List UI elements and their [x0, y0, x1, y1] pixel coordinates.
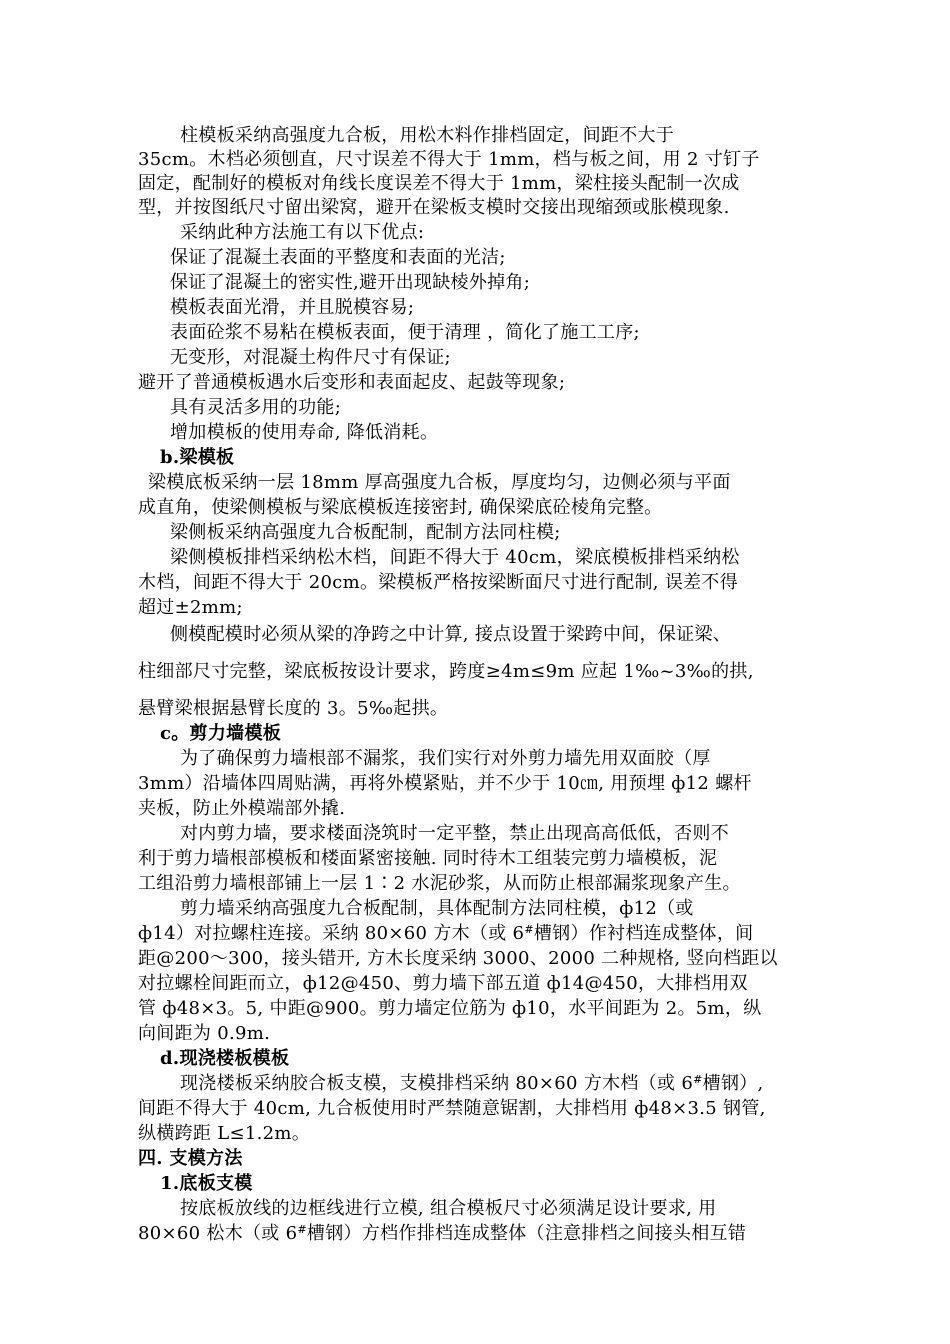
- list-item: 保证了混凝土的密实性,避开出现缺棱外掉角;: [170, 272, 531, 293]
- text-line: 梁侧模板排档采纳松木档，间距不得大于 40cm，梁底模板排档采纳松: [170, 547, 740, 568]
- section-heading: 四. 支模方法: [138, 1148, 243, 1169]
- text-line: 固定，配制好的模板对角线长度误差不得大于 1mm，梁柱接头配制一次成: [138, 173, 740, 194]
- text-line: 间距不得大于 40cm, 九合板使用时严禁随意锯割，大排档用 ф48×3.5 钢管,: [138, 1098, 766, 1119]
- superscript-hash: #: [693, 1073, 703, 1086]
- text-line: ф14）对拉螺柱连接。采纳 80×60 方木（或 6#槽钢）作衬档连成整体，间: [138, 923, 754, 944]
- section-heading: c。剪力墙模板: [160, 723, 282, 744]
- text-line: 距@200～300，接头错开, 方木长度采纳 3000、2000 二种规格, 竖向档距以: [138, 948, 778, 969]
- text-line: 梁侧板采纳高强度九合板配制，配制方法同柱模;: [170, 522, 561, 543]
- list-item: 避开了普通模板遇水后变形和表面起皮、起鼓等现象;: [138, 372, 566, 393]
- text-line: 侧模配模时必须从梁的净跨之中计算, 接点设置于梁跨中间，保证梁、: [170, 624, 732, 645]
- text-line: 对拉螺栓间距而立，ф12@450、剪力墙下部五道 ф14@450，大排档用双: [138, 973, 748, 994]
- text-line: 现浇楼板采纳胶合板支模，支模排档采纳 80×60 方木档（或 6#槽钢）,: [180, 1073, 764, 1094]
- text-line: 成直角，使梁侧模板与梁底模板连接密封, 确保梁底砼棱角完整。: [138, 497, 663, 518]
- text-line: 3mm）沿墙体四周贴满，再将外模紧贴，并不少于 10㎝, 用预埋 ф12 螺杆: [138, 773, 752, 794]
- list-item: 具有灵活多用的功能;: [170, 397, 342, 418]
- text-line: 向间距为 0.9m.: [138, 1023, 271, 1044]
- section-heading: b.梁模板: [160, 447, 235, 468]
- superscript-hash: #: [297, 1223, 307, 1236]
- text-line: 剪力墙采纳高强度九合板配制，具体配制方法同柱模，ф12（或: [180, 898, 694, 919]
- subsection-heading: 1.底板支模: [160, 1173, 253, 1194]
- text-line: 超过±2mm;: [138, 597, 243, 618]
- list-item: 无变形，对混凝土构件尺寸有保证;: [170, 347, 451, 368]
- list-item: 模板表面光滑，并且脱模容易;: [170, 297, 415, 318]
- superscript-hash: #: [524, 923, 534, 936]
- list-item: 增加模板的使用寿命, 降低消耗。: [170, 422, 439, 443]
- text-line: 对内剪力墙，要求楼面浇筑时一定平整，禁止出现高高低低，否则不: [180, 823, 729, 844]
- text-line: 管 ф48×3。5, 中距@900。剪力墙定位筋为 ф10，水平间距为 2。5m，纵: [138, 998, 762, 1019]
- text-line: 型，并按图纸尺寸留出梁窝，避开在梁板支模时交接出现缩颈或胀模现象.: [138, 197, 730, 218]
- text-line: 柱模板采纳高强度九合板，用松木料作排档固定，间距不大于: [180, 125, 675, 146]
- text-line: 柱细部尺寸完整，梁底板按设计要求，跨度≥4m≤9m 应起 1‰~3‰的拱,: [138, 661, 754, 682]
- text-line: 纵横跨距 L≤1.2m。: [138, 1123, 311, 1144]
- text-line: 采纳此种方法施工有以下优点:: [180, 222, 425, 243]
- text-line: 35cm。木档必须刨直，尺寸误差不得大于 1mm，档与板之间，用 2 寸钉子: [138, 149, 760, 170]
- text-line: 按底板放线的边框线进行立模, 组合模板尺寸必须满足设计要求, 用: [180, 1198, 717, 1219]
- text-line: 夹板，防止外模端部外撬.: [138, 798, 346, 819]
- text-line: 悬臂梁根据悬臂长度的 3。5‰起拱。: [138, 698, 449, 719]
- list-item: 保证了混凝土表面的平整度和表面的光洁;: [170, 247, 506, 268]
- text-line: 利于剪力墙根部模板和楼面紧密接触. 同时待木工组装完剪力墙模板，泥: [138, 848, 718, 869]
- list-item: 表面砼浆不易粘在模板表面，便于清理 ，简化了施工工序;: [170, 322, 640, 343]
- text-line: 为了确保剪力墙根部不漏浆，我们实行对外剪力墙先用双面胶（厚: [180, 748, 711, 769]
- section-heading: d.现浇楼板模板: [160, 1048, 290, 1069]
- text-line: 梁模底板采纳一层 18mm 厚高强度九合板，厚度均匀，边侧必须与平面: [148, 472, 731, 493]
- text-line: 木档，间距不得大于 20cm。梁模板严格按梁断面尺寸进行配制, 误差不得: [138, 572, 739, 593]
- text-line: 工组沿剪力墙根部铺上一层 1∶2 水泥砂浆，从而防止根部漏浆现象产生。: [138, 873, 741, 894]
- text-line: 80×60 松木（或 6#槽钢）方档作排档连成整体（注意排档之间接头相互错: [138, 1223, 747, 1244]
